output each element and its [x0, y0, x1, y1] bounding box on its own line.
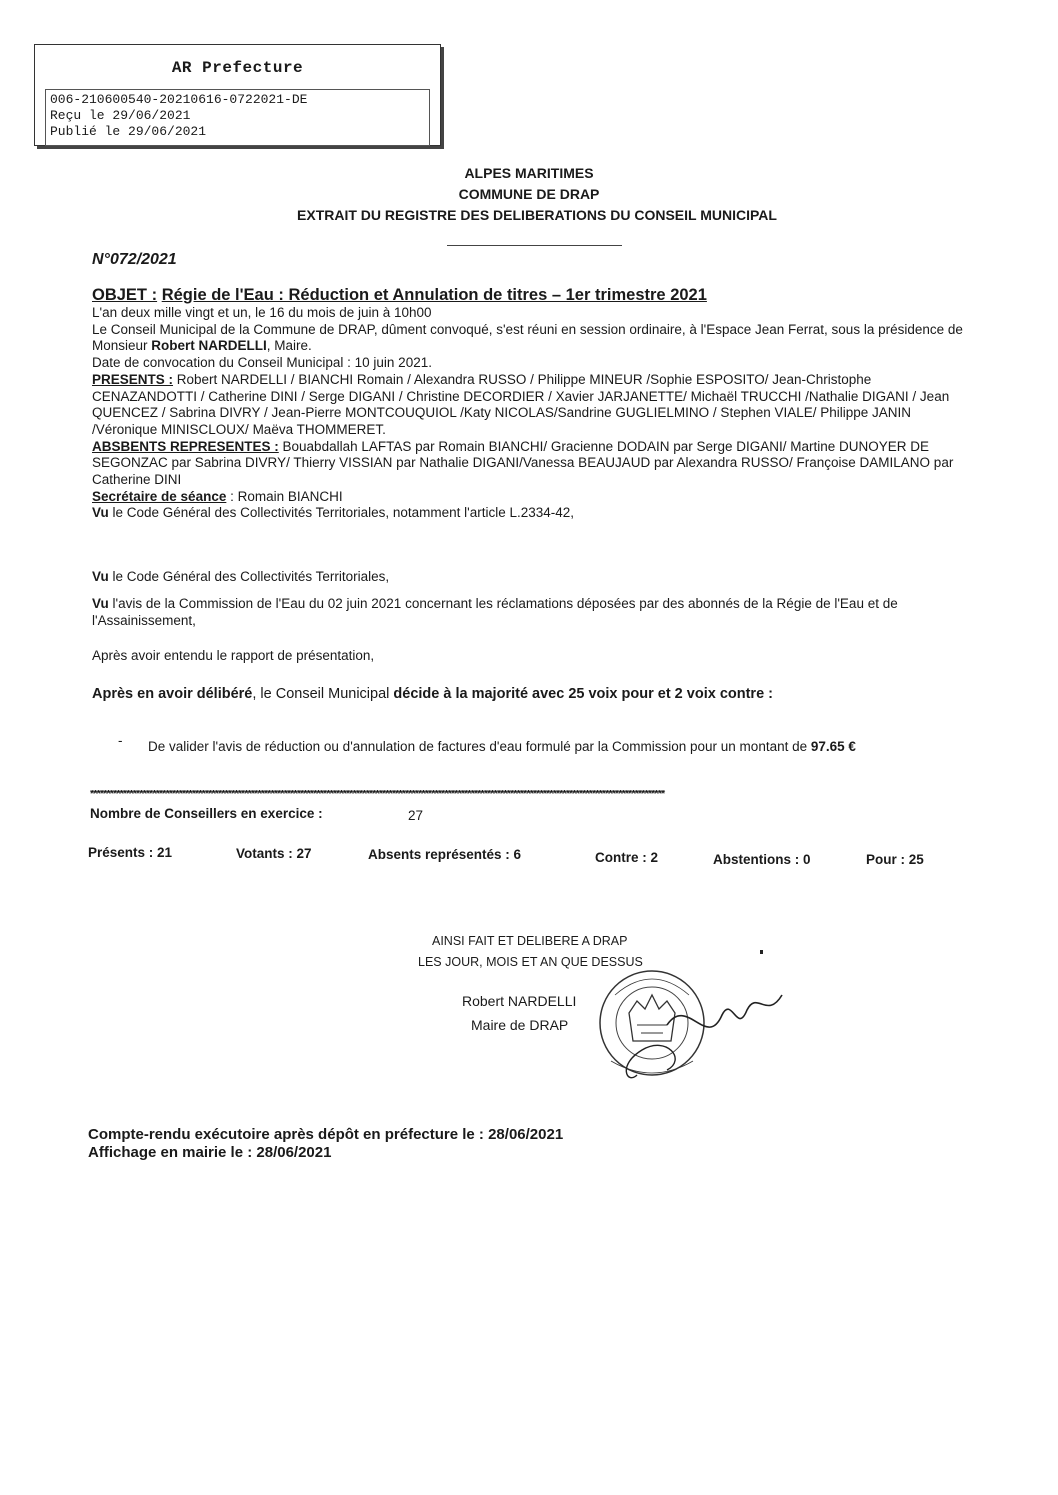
apres-rapport: Après avoir entendu le rapport de présentation,: [92, 648, 375, 663]
signature-title: Maire de DRAP: [471, 1017, 569, 1033]
ar-prefecture-stamp: [34, 44, 441, 146]
secretaire-name: : Romain BIANCHI: [226, 488, 343, 504]
signature-line1: AINSI FAIT ET DELIBERE A DRAP: [432, 934, 628, 948]
signature-mark: [760, 950, 763, 954]
stat-presents: Présents : 21: [88, 845, 173, 860]
header-commune: COMMUNE DE DRAP: [458, 186, 600, 202]
vu1-label: Vu: [92, 505, 109, 521]
intro-session: [92, 322, 972, 355]
vu1-text: le Code Général des Collectivités Territoriales, notamment l'article L.2334-42,: [108, 505, 575, 521]
presents-list: Robert NARDELLI / BIANCHI Romain / Alexandra RUSSO / Philippe MINEUR /Sophie ESPOSITO/ Jean-Christophe CENAZANDOTTI / Catherine DINI / Serge DIGANI / Christine DECORDIER / Xavier JARJANETTE/ Michaël TRUCCHI /Nathalie DIGANI / Jean QUENCEZ / Sabrina DIVRY / Jean-Pierre MONTCOUQUIOL /Katy NICOLAS/Sandrine GUGLIELMINO / Stephen VIALE/ Philippe JANIN /Véronique MINISCLOUX/ Maëva THOMMERET.: [92, 371, 950, 437]
presents-block: [92, 372, 972, 439]
bullet-amount: 97.65 €: [810, 739, 856, 754]
vu3-text: l'avis de la Commission de l'Eau du 02 juin 2021 concernant les réclamations déposées par des abonnés de la Régie de l'Eau et de l'Assainissement,: [92, 596, 898, 628]
signature-name: Robert NARDELLI: [462, 993, 577, 1009]
decision-line: [92, 686, 972, 703]
stat-absents: Absents représentés : 6: [368, 847, 522, 862]
bullet-text: De valider l'avis de réduction ou d'annulation de factures d'eau formulé par la Commission pour un montant de: [148, 739, 811, 754]
stamp-published: Publié le 29/06/2021: [50, 124, 207, 139]
stamp-title: AR Prefecture: [171, 59, 304, 77]
objet-label: OBJET :: [92, 286, 158, 304]
intro-convocation: Date de convocation du Conseil Municipal : 10 juin 2021.: [92, 355, 432, 371]
presents-label: PRESENTS :: [92, 371, 174, 387]
intro-session-end: , Maire.: [266, 338, 312, 354]
intro-date: L'an deux mille vingt et un, le 16 du mois de juin à 10h00: [92, 305, 432, 320]
decision-majority: décide à la majorité avec 25 voix pour et 2 voix contre :: [393, 686, 773, 702]
vu-code: [92, 569, 972, 586]
header-register-title: EXTRAIT DU REGISTRE DES DELIBERATIONS DU CONSEIL MUNICIPAL: [297, 207, 777, 223]
vu2-label: Vu: [92, 569, 109, 584]
secretaire-label: Secrétaire de séance: [92, 488, 227, 504]
secretaire-block: [92, 489, 972, 506]
absents-list: Bouabdallah LAFTAS par Romain BIANCHI/ Gracienne DODAIN par Serge DIGANI/ Martine DUNOYER DE SEGONZAC par Sabrina DIVRY/ Thierry VISSIAN par Nathalie DIGANI/Vanessa BEAUJAUD par Alexandra RUSSO/ Françoise DAMILANO par Catherine DINI: [92, 438, 954, 488]
decision-council: , le Conseil Municipal: [252, 686, 394, 702]
stamp-received: Reçu le 29/06/2021: [50, 108, 191, 123]
deliberation-number: N°072/2021: [92, 251, 177, 268]
objet-text: Régie de l'Eau : Réduction et Annulation de titres – 1er trimestre 2021: [161, 286, 707, 304]
footer-affichage: Affichage en mairie le : 28/06/2021: [88, 1144, 332, 1161]
stat-pour: Pour : 25: [866, 852, 924, 867]
stat-contre: Contre : 2: [595, 850, 659, 865]
stat-votants: Votants : 27: [236, 846, 312, 861]
header-divider: [447, 245, 622, 246]
vu-code-article: [92, 505, 972, 522]
vu-commission: [92, 596, 972, 629]
bullet-dash: -: [118, 733, 123, 748]
intro-session-text: Le Conseil Municipal de la Commune de DRAP, dûment convoqué, s'est réuni en session ordinaire, à l'Espace Jean Ferrat, sous la présidence de Monsieur: [92, 321, 963, 354]
intro-mayor-name: Robert NARDELLI: [151, 338, 267, 354]
objet-line: [92, 286, 707, 305]
separator-stars: *******************************************************************************************************************************************************************************: [90, 790, 665, 798]
signature-line2: LES JOUR, MOIS ET AN QUE DESSUS: [418, 955, 643, 969]
absents-block: [92, 439, 972, 489]
absents-label: ABSBENTS REPRESENTES :: [92, 438, 279, 454]
mairie-seal-icon: [597, 965, 807, 1095]
stamp-details: [45, 89, 430, 146]
bullet-item: [148, 739, 974, 756]
vu3-label: Vu: [92, 596, 109, 611]
header-department: ALPES MARITIMES: [464, 165, 594, 181]
decision-deliberated: Après en avoir délibéré: [92, 686, 253, 702]
conseillers-value: 27: [408, 808, 424, 823]
footer-compte-rendu: Compte-rendu exécutoire après dépôt en préfecture le : 28/06/2021: [88, 1126, 564, 1143]
conseillers-label: Nombre de Conseillers en exercice :: [90, 806, 323, 821]
stat-abstentions: Abstentions : 0: [713, 852, 811, 867]
vu2-text: le Code Général des Collectivités Territoriales,: [108, 569, 390, 584]
stamp-reference: 006-210600540-20210616-0722021-DE: [50, 92, 308, 107]
session-intro: [92, 305, 972, 522]
